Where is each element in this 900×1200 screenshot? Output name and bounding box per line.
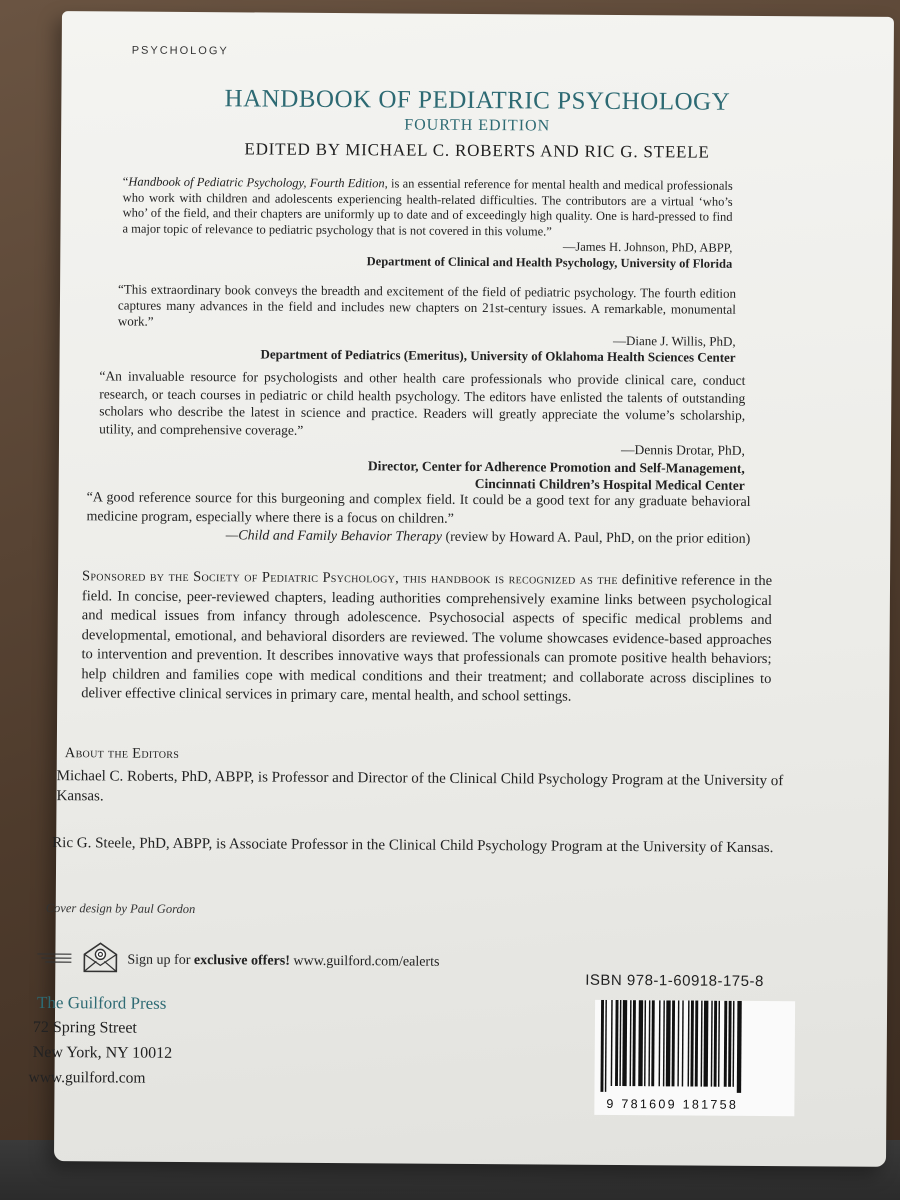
barcode-bar	[714, 1001, 718, 1087]
quote-source: —Child and Family Behavior Therapy (review by Howard A. Paul, PhD, on the prior edition)	[225, 528, 751, 547]
book-back-cover	[28, 11, 894, 1167]
barcode-bar	[728, 1001, 732, 1087]
barcode-bar	[622, 1000, 627, 1086]
publisher-website: www.guilford.com	[28, 1068, 146, 1087]
about-editors-heading: About the Editors	[64, 745, 180, 762]
quote-text: “Handbook of Pediatric Psychology, Fourth Edition, is an essential reference for mental health and medical professionals who work with children and adolescents experiencing health-related difficulties. The contributors are a virtual ‘who’s who’ of the field, and their chapters are uniformly up to date and of exceedingly high quality. One is hard-pressed to find a major topic of relevance to pediatric psychology that is not covered in this volume.”	[122, 174, 733, 239]
speed-lines-icon	[37, 948, 73, 971]
isbn-label: ISBN 978-1-60918-175-8	[585, 971, 764, 991]
barcode-bar	[677, 1000, 679, 1086]
barcode-bar	[659, 1000, 661, 1086]
barcode-bar	[630, 1000, 632, 1086]
barcode-bar	[666, 1000, 671, 1086]
barcode-bar	[737, 1001, 742, 1093]
alerts-text: Sign up for exclusive offers! www.guilford.com/ealerts	[127, 952, 440, 970]
editor-bio-roberts: Michael C. Roberts, PhD, ABPP, is Professor and Director of the Clinical Child Psychology Program at the University of Kansas.	[56, 768, 784, 805]
publisher-name: The Guilford Press	[37, 992, 167, 1013]
quote-author: —Diane J. Willis, PhD,	[612, 332, 736, 349]
barcode-digits: 9 781609 181758	[606, 1096, 739, 1112]
endorsement-quote-1	[122, 175, 733, 272]
category-label: PSYCHOLOGY	[131, 44, 229, 58]
cover-credit: Cover design by Paul Gordon	[45, 901, 196, 917]
barcode-bar	[703, 1001, 708, 1087]
quote-text: “This extraordinary book conveys the breadth and excitement of the field of pediatric psychology. The fourth edition captures many advances in the field and includes new chapters on 21st-century issues. A remarkable, monumental work.”	[117, 281, 737, 329]
barcode-bar	[619, 1000, 621, 1086]
book-editors: EDITED BY MICHAEL C. ROBERTS AND RIC G. STEELE	[244, 139, 710, 162]
quote-affiliation: Department of Clinical and Health Psychology, University of Florida	[366, 253, 733, 271]
barcode-bar	[605, 1000, 607, 1092]
quote-affiliation-1: Director, Center for Adherence Promotion and Self-Management,	[367, 457, 745, 476]
quote-author: —James H. Johnson, PhD, ABPP,	[562, 239, 733, 255]
barcode-bar	[644, 1000, 646, 1086]
barcode-bar	[648, 1000, 650, 1086]
barcode-bar	[718, 1001, 720, 1087]
book-edition: FOURTH EDITION	[404, 116, 551, 135]
endorsement-quote-2	[118, 281, 737, 365]
barcode-bars	[594, 1000, 795, 1096]
barcode-bar	[651, 1000, 655, 1086]
book-title: HANDBOOK OF PEDIATRIC PSYCHOLOGY	[224, 85, 731, 116]
barcode-bar	[663, 1000, 665, 1086]
barcode-bar	[611, 1000, 613, 1086]
email-alerts-row	[37, 941, 439, 981]
quote-affiliation: Department of Pediatrics (Emeritus), University of Oklahoma Health Sciences Center	[260, 346, 736, 365]
barcode-bar	[688, 1000, 690, 1086]
barcode-bar	[711, 1001, 713, 1087]
barcode-bar	[701, 1001, 703, 1087]
barcode-bar	[690, 1001, 694, 1087]
barcode-bar	[638, 1000, 643, 1086]
book-description: Sponsored by the Society of Pediatric Psychology, this handbook is recognized as the definitive reference in the field. In concise, peer-reviewed chapters, leading authorities comprehensively examine links between psychological and medical issues from infancy through adolescence. Psychosocial aspects of specific medical problems and developmental, emotional, and behavioral disorders are reviewed. The volume showcases evidence-based approaches to intervention and prevention. It describes innovative ways that professionals can promote positive health behaviors; help children and families cope with medical conditions and their treatment; and collaborate across disciplines to deliver effective clinical services in primary care, mental health, and school settings.	[81, 568, 773, 705]
barcode-bar	[682, 1000, 684, 1086]
endorsement-quote-3	[99, 367, 746, 494]
quote-text: “An invaluable resource for psychologists and other health care professionals who provide clinical care, conduct research, or teach courses in pediatric or child health psychology. The editors have enlisted the talents of outstanding scholars who describe the latest in science and practice. Readers will greatly appreciate the volume’s scholarship, utility, and comprehensive coverage.”	[99, 368, 746, 438]
barcode-bar	[632, 1000, 636, 1086]
barcode-bar	[732, 1001, 734, 1087]
publisher-street: 72 Spring Street	[32, 1018, 137, 1037]
editor-bio-steele: Ric G. Steele, PhD, ABPP, is Associate Professor in the Clinical Child Psychology Program at the University of Kansas.	[52, 835, 774, 857]
barcode-bar	[615, 1000, 619, 1086]
endorsement-quote-4	[86, 489, 750, 549]
quote-author: —Dennis Drotar, PhD,	[620, 442, 746, 458]
publisher-city: New York, NY 10012	[32, 1043, 173, 1062]
quote-text: “A good reference source for this burgeoning and complex field. It could be a good text for any graduate behavioral medicine program, especially where there is a focus on children.”	[86, 490, 751, 527]
envelope-at-icon	[81, 941, 119, 978]
barcode-bar	[600, 1000, 604, 1092]
barcode-bar	[672, 1000, 676, 1086]
barcode-bar	[724, 1001, 728, 1087]
quote-affiliation-2: Cincinnati Children’s Hospital Medical Center	[474, 475, 745, 493]
barcode-bar	[695, 1001, 699, 1087]
